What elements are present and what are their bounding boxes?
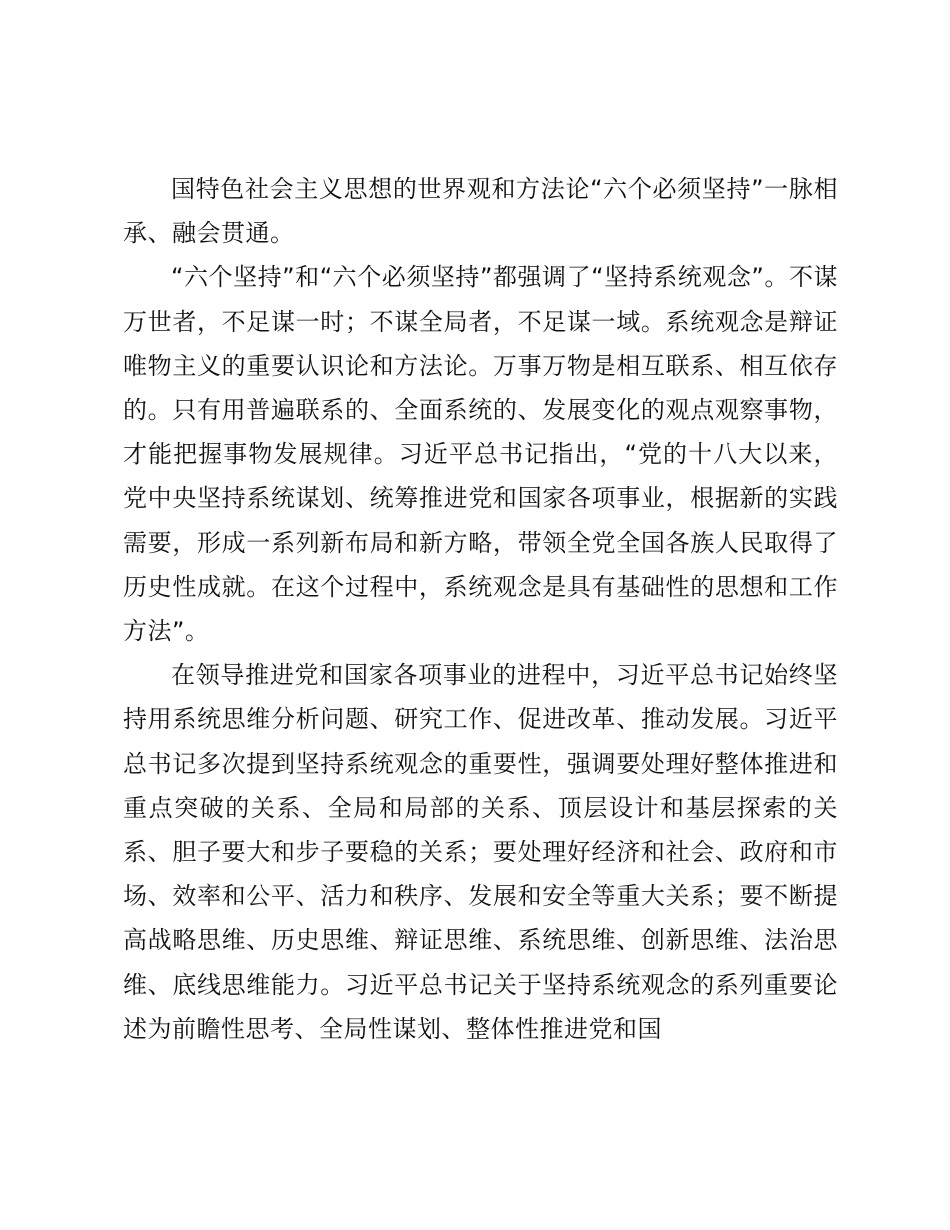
paragraph-2: “六个坚持”和“六个必须坚持”都强调了“坚持系统观念”。不谋万世者，不足谋一时；不谋全局者，不足谋一域。系统观念是辩证唯物主义的重要认识论和方法论。万事万物是相互联系、相互依存的。只有用普遍联系的、全面系统的、发展变化的观点观察事物，才能把握事物发展规律。习近平总书记指出，“党的十八大以来，党中央坚持系统谋划、统筹推进党和国家各项事业，根据新的实践需要，形成一系列新布局和新方略，带领全党全国各族人民取得了历史性成就。在这个过程中，系统观念是具有基础性的思想和工作方法”。 <box>123 263 838 646</box>
paragraph-3: 在领导推进党和国家各项事业的进程中，习近平总书记始终坚持用系统思维分析问题、研究工作、促进改革、推动发展。习近平总书记多次提到坚持系统观念的重要性，强调要处理好整体推进和重点突破的关系、全局和局部的关系、顶层设计和基层探索的关系、胆子要大和步子要稳的关系；要处理好经济和社会、政府和市场、效率和公平、活力和秩序、发展和安全等重大关系；要不断提高战略思维、历史思维、辩证思维、系统思维、创新思维、法治思维、底线思维能力。习近平总书记关于坚持系统观念的系列重要论述为前瞻性思考、全局性谋划、整体性推进党和国 <box>123 661 838 1043</box>
paragraph-1: 国特色社会主义思想的世界观和方法论“六个必须坚持”一脉相承、融会贯通。 <box>123 175 838 248</box>
body-text <box>123 167 838 1051</box>
